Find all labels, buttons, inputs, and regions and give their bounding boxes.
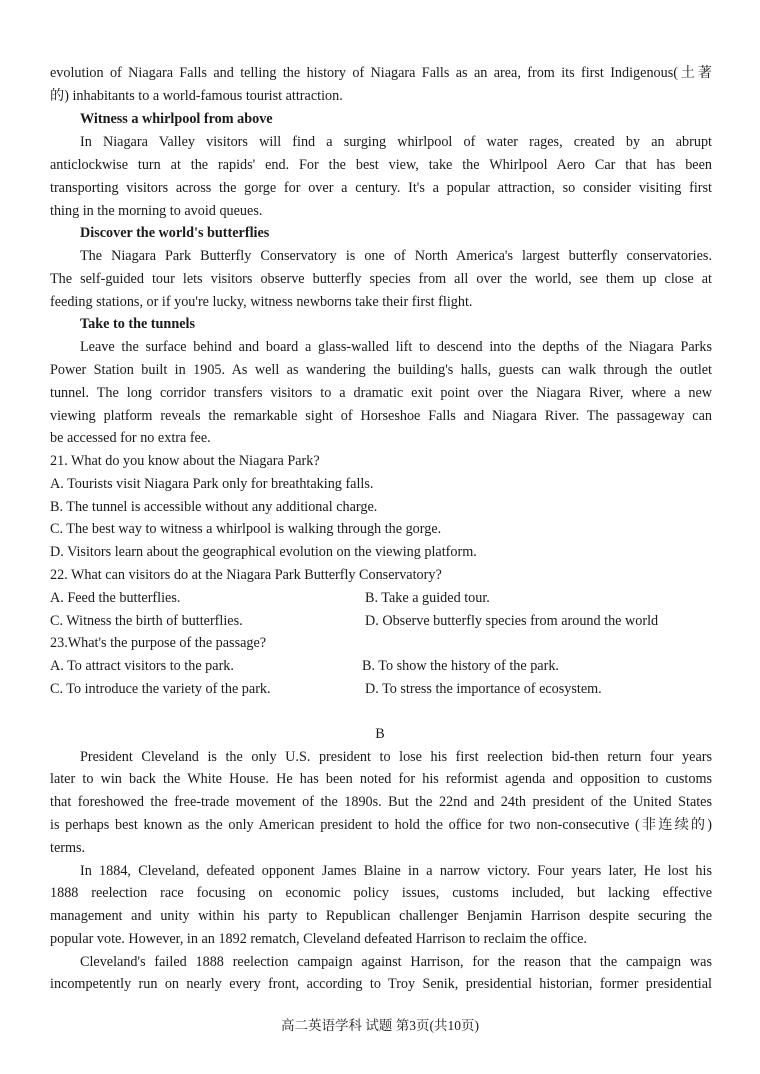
b-para3-line-1: Cleveland's failed 1888 reelection campaign against Harrison, for the reason that the campaign was bbox=[80, 954, 712, 970]
b-para3-line-2: incompetently run on nearly every front, according to Troy Senik, presidential historian, former presidential bbox=[50, 976, 712, 992]
tunnels-line-2: Power Station built in 1905. As well as wandering the building's halls, guests can walk through the outlet bbox=[50, 362, 712, 378]
tunnels-line-4: viewing platform reveals the remarkable sight of Horseshoe Falls and Niagara River. The passageway can bbox=[50, 408, 712, 424]
tunnels-line-1: Leave the surface behind and board a glass-walled lift to descend into the depths of the Niagara Parks bbox=[80, 339, 712, 355]
q23-option-c: C. To introduce the variety of the park. bbox=[50, 681, 271, 697]
q21-option-d: D. Visitors learn about the geographical evolution on the viewing platform. bbox=[50, 544, 477, 560]
q23-option-a: A. To attract visitors to the park. bbox=[50, 658, 234, 674]
tunnels-line-3: tunnel. The long corridor transfers visitors to a dramatic exit point over the Niagara River, where a new bbox=[50, 385, 712, 401]
q22-option-d: D. Observe butterfly species from around the world bbox=[365, 613, 659, 629]
b-para1-line-2: later to win back the White House. He has been noted for his reformist agenda and opposition to customs bbox=[50, 771, 712, 787]
b-para2-line-1: In 1884, Cleveland, defeated opponent James Blaine in a narrow victory. Four years later, He lost his bbox=[80, 863, 712, 879]
q21-stem: 21. What do you know about the Niagara Park? bbox=[50, 453, 320, 469]
b-para2-line-4: popular vote. However, in an 1892 rematch, Cleveland defeated Harrison to reclaim the office. bbox=[50, 931, 587, 947]
butterflies-line-2: The self-guided tour lets visitors observe butterfly species from all over the world, see them up close at bbox=[50, 271, 712, 287]
q22-option-b: B. Take a guided tour. bbox=[365, 590, 490, 606]
q23-option-b: B. To show the history of the park. bbox=[362, 658, 559, 674]
b-para1-line-1: President Cleveland is the only U.S. president to lose his first reelection bid-then return four years bbox=[80, 749, 712, 765]
page-footer: 高二英语学科 试题 第3页(共10页) bbox=[281, 1018, 479, 1033]
intro-line-1: evolution of Niagara Falls and telling the history of Niagara Falls as an area, from its first Indigenous(土著 bbox=[50, 65, 712, 81]
q22-option-c: C. Witness the birth of butterflies. bbox=[50, 613, 243, 629]
whirlpool-line-4: thing in the morning to avoid queues. bbox=[50, 203, 263, 219]
q21-option-c: C. The best way to witness a whirlpool is walking through the gorge. bbox=[50, 521, 442, 537]
q22-stem: 22. What can visitors do at the Niagara Park Butterfly Conservatory? bbox=[50, 567, 442, 583]
section-b-label: B bbox=[375, 726, 385, 742]
b-para1-line-5: terms. bbox=[50, 840, 86, 856]
tunnels-heading: Take to the tunnels bbox=[80, 316, 195, 332]
intro-line-2: 的) inhabitants to a world-famous tourist attraction. bbox=[50, 88, 343, 104]
b-para1-line-3: that foreshowed the free-trade movement of the 1890s. But the 22nd and 24th president of the United States bbox=[50, 794, 712, 810]
whirlpool-line-3: transporting visitors across the gorge for over a century. It's a popular attraction, so consider visiting first bbox=[50, 180, 712, 196]
butterflies-heading: Discover the world's butterflies bbox=[80, 225, 270, 241]
whirlpool-line-2: anticlockwise turn at the rapids' end. For the best view, take the Whirlpool Aero Car that has been bbox=[50, 157, 712, 173]
whirlpool-heading: Witness a whirlpool from above bbox=[80, 111, 273, 127]
q22-option-a: A. Feed the butterflies. bbox=[50, 590, 181, 606]
q21-option-a: A. Tourists visit Niagara Park only for breathtaking falls. bbox=[50, 476, 374, 492]
q21-option-b: B. The tunnel is accessible without any additional charge. bbox=[50, 499, 378, 515]
whirlpool-line-1: In Niagara Valley visitors will find a surging whirlpool of water rages, created by an abrupt bbox=[80, 134, 712, 150]
q23-option-d: D. To stress the importance of ecosystem. bbox=[365, 681, 602, 697]
tunnels-line-5: be accessed for no extra fee. bbox=[50, 430, 211, 446]
b-para2-line-3: management and unity within his party to Republican challenger Benjamin Harrison despite securing the bbox=[50, 908, 712, 924]
b-para1-line-4: is perhaps best known as the only American president to hold the office for two non-consecutive (非连续的) bbox=[50, 817, 712, 833]
butterflies-line-1: The Niagara Park Butterfly Conservatory is one of North America's largest butterfly conservatories. bbox=[80, 248, 712, 264]
b-para2-line-2: 1888 reelection race focusing on economic policy issues, customs included, but lacking effective bbox=[50, 885, 712, 901]
butterflies-line-3: feeding stations, or if you're lucky, witness newborns take their first flight. bbox=[50, 294, 473, 310]
q23-stem: 23.What's the purpose of the passage? bbox=[50, 635, 267, 651]
